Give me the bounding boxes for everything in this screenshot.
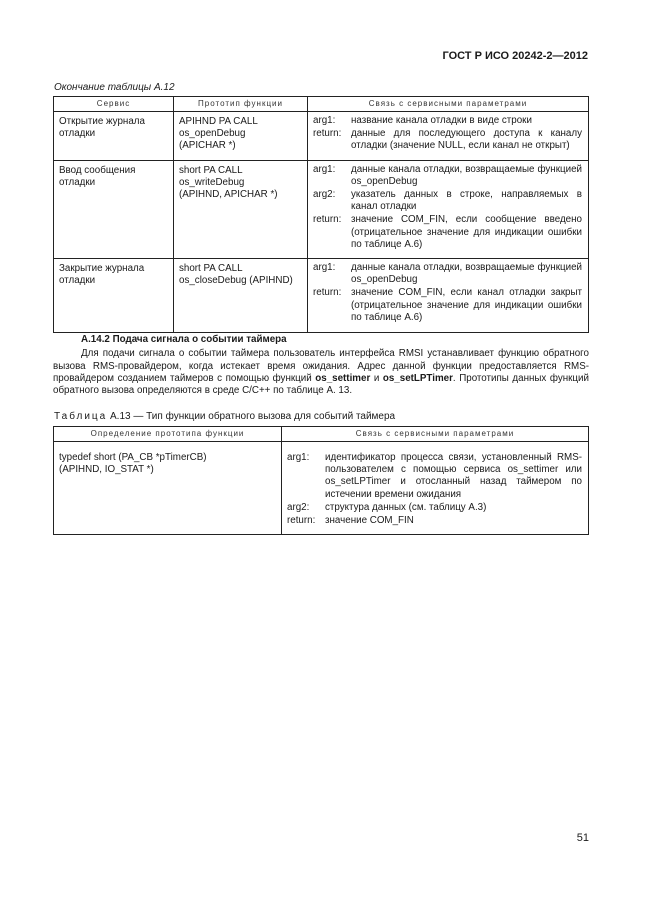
param-key: arg1: [313,262,336,274]
column-header: Определение прототипа функции [54,427,282,442]
param-value: указатель данных в строке, направляемых в канал отладки [351,189,582,213]
table-a12 [53,96,589,333]
param-value: идентификатор процесса связи, установленный RMS-пользователем с помощью сервиса os_settimer или os_setLPTimer и отосланный назад таймером по истечении времени ожидания [325,452,582,500]
column-header: Прототип функции [174,97,308,112]
page-number: 51 [576,832,589,844]
prototype-line: APIHND PA CALL [179,116,258,127]
param-key: arg1: [313,163,336,175]
paragraph-text: . Прототипы данных функций обратного вызова определяются в среде C/C++ по таблице А. 13. [53,372,589,397]
param-entry [287,515,582,527]
param-key: return: [313,214,342,226]
prototype-line: os_openDebug [179,128,246,140]
service-cell: Закрытие журнала отладки [54,259,174,333]
param-key: return: [313,287,342,299]
section-a14-2 [53,334,589,397]
param-key: arg1: [287,452,310,463]
caption-label: Таблица [54,411,108,422]
param-entry [287,452,582,501]
prototype-cell [54,442,282,535]
table1-caption: Окончание таблицы А.12 [54,82,175,93]
param-entry [313,287,582,324]
param-value: значение COM_FIN, если канал отладки закрыт (отрицательное значение для индикации ошибки по таблице А.6) [351,287,582,323]
param-entry [313,128,582,152]
table-row [54,112,589,161]
caption-text: А.13 — Тип функции обратного вызова для событий таймера [107,411,396,422]
table-header-row [54,97,589,112]
prototype-line: short PA CALL [179,164,243,176]
params-cell [308,259,589,333]
param-entry [287,502,582,514]
param-key: arg2: [313,189,336,201]
params-cell [308,112,589,161]
service-cell: Ввод сообщения отладки [54,160,174,258]
param-value: данные канала отладки, возвращаемые функцией os_openDebug [351,262,582,286]
service-cell: Открытие журнала отладки [54,112,174,161]
prototype-cell [174,160,308,258]
prototype-line: os_closeDebug (APIHND) [179,275,293,287]
prototype-cell [174,259,308,333]
table-row [54,259,589,333]
prototype-cell [174,112,308,161]
paragraph-text: Для подачи сигнала о событии таймера пользователь интерфейса RMSI устанавливает функцию обратного вызова RMS-провайдером, когда истекает время ожидания. Адрес данной функции предоставляется RMS-провайдером созданием таймеров с помощью функций [53,348,589,384]
column-header: Сервис [54,97,174,112]
param-entry [313,164,582,188]
table-a13 [53,426,589,535]
param-key: return: [313,128,342,140]
param-entry [313,189,582,213]
param-entry [313,214,582,251]
param-value: данные канала отладки, возвращаемые функцией os_openDebug [351,163,582,187]
params-cell [308,160,589,258]
function-name: os_settimer [315,372,371,384]
column-header: Связь с сервисными параметрами [308,97,589,112]
column-header: Связь с сервисными параметрами [282,427,589,442]
table-header-row [54,427,589,442]
param-key: arg1: [313,115,336,126]
prototype-line: (APIHND, IO_STAT *) [59,464,154,476]
paragraph-text: и [370,372,383,384]
prototype-line: os_writeDebug [179,176,245,188]
section-title: А.14.2 Подача сигнала о событии таймера [81,334,287,345]
param-key: return: [287,515,316,527]
table2-caption [54,411,395,422]
param-entry [313,115,582,127]
standard-code: ГОСТ Р ИСО 20242-2—2012 [442,50,588,62]
param-value: название канала отладки в виде строки [351,115,532,126]
prototype-line: (APICHAR *) [179,140,236,152]
param-value: значение COM_FIN, если сообщение введено (отрицательное значение для индикации ошибки по таблице А.6) [351,214,582,250]
table-row [54,442,589,535]
param-key: arg2: [287,501,310,513]
param-entry [313,262,582,286]
param-value: значение COM_FIN [325,515,414,527]
section-paragraph [53,348,589,397]
param-value: данные для последующего доступа к каналу отладки (значение NULL, если канал не открыт) [351,128,582,152]
function-name: os_setLPTimer [382,372,453,384]
params-cell [282,442,589,535]
param-value: структура данных (см. таблицу А.3) [325,501,487,513]
prototype-line: short PA CALL [179,263,243,275]
table-row [54,160,589,258]
prototype-line: typedef short (PA_CB *pTimerCB) [59,452,207,463]
prototype-line: (APIHND, APICHAR *) [179,189,278,201]
